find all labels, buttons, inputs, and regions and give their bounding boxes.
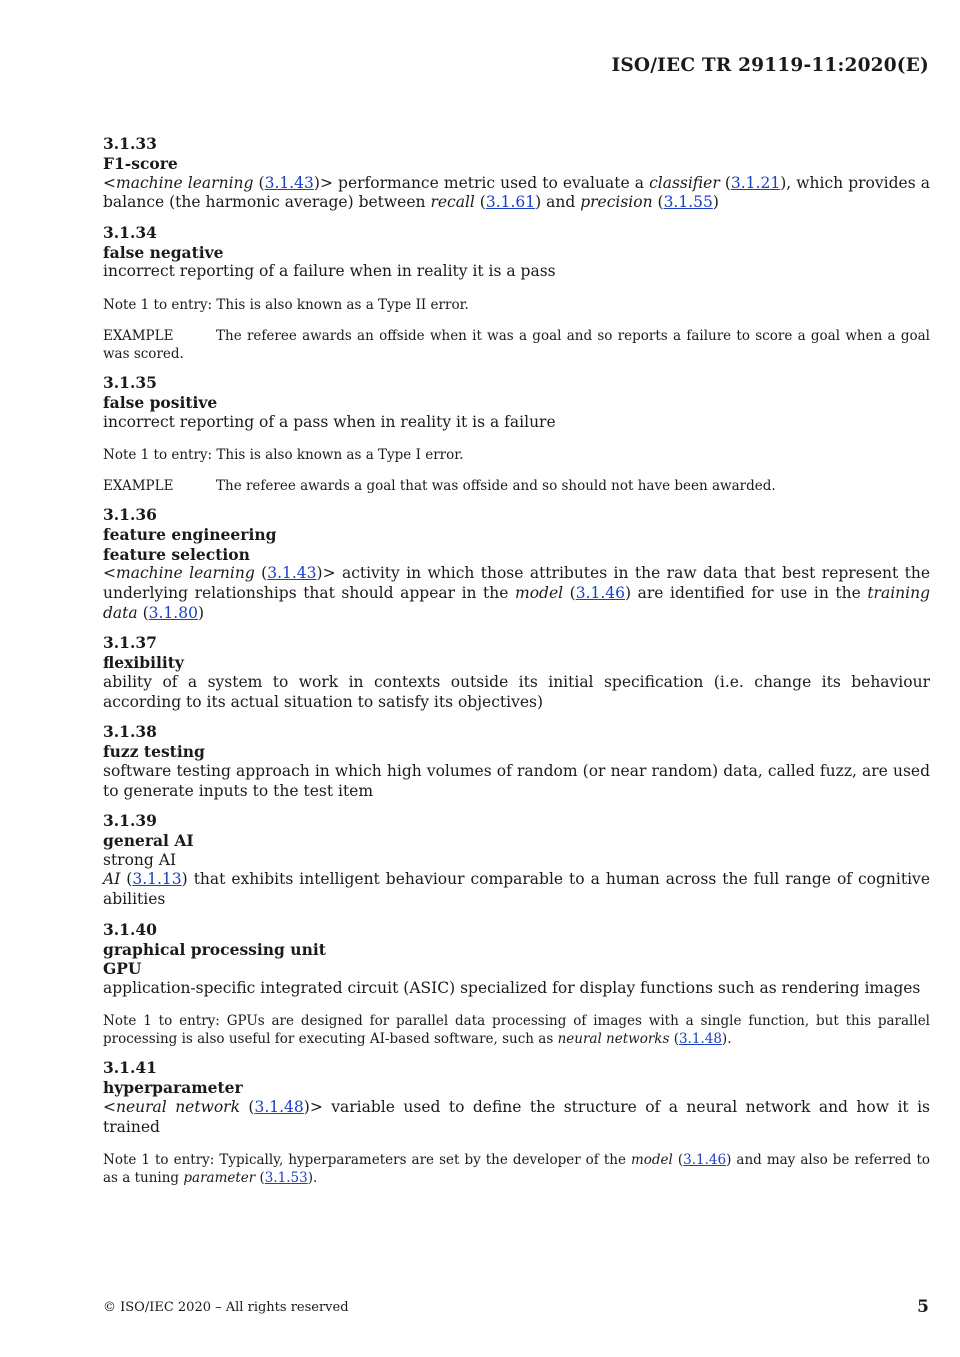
term-entry (103, 1058, 930, 1187)
note-to-entry (103, 296, 930, 314)
term-name: general AI (103, 831, 194, 851)
term-name: feature engineering (103, 525, 277, 545)
text-run: Note 1 to entry: Typically, hyperparameters are set by the developer of the (103, 1152, 631, 1169)
term-definition (103, 1098, 930, 1137)
term-name: graphical processing unit (103, 939, 326, 959)
text-run: < (103, 173, 116, 192)
text-run: incorrect reporting of a pass when in reality it is a failure (103, 412, 556, 431)
admitted-term: strong AI (103, 850, 177, 869)
cross-reference-link[interactable]: 3.1.43 (264, 173, 314, 192)
text-run: ( (254, 564, 268, 583)
cross-reference-link[interactable]: 3.1.43 (267, 564, 317, 583)
term-number: 3.1.40 (103, 919, 157, 939)
term-entry (103, 633, 930, 712)
text-run: ). (721, 1031, 732, 1048)
text-run: )> performance metric used to evaluate a (313, 173, 650, 192)
cross-reference-link[interactable]: 3.1.46 (683, 1152, 727, 1169)
italic-term: recall (430, 193, 475, 212)
italic-term: neural networks (557, 1031, 670, 1048)
term-synonym: GPU (103, 959, 142, 979)
text-run: ) that exhibits intelligent behaviour comparable to a human across the full range of cognitive abilities (103, 870, 930, 908)
note-to-entry (103, 446, 930, 464)
cross-reference-link[interactable]: 3.1.21 (730, 173, 781, 192)
text-run: ( (255, 1170, 265, 1187)
note-to-entry (103, 1012, 930, 1048)
text-run: < (103, 564, 116, 583)
term-definition (103, 174, 930, 213)
text-run: ( (137, 603, 149, 622)
cross-reference-link[interactable]: 3.1.53 (264, 1170, 308, 1187)
text-run: incorrect reporting of a failure when in reality it is a pass (103, 262, 556, 281)
term-number: 3.1.33 (103, 134, 157, 153)
text-run: Note 1 to entry: This is also known as a Type I error. (103, 447, 464, 464)
cross-reference-link[interactable]: 3.1.13 (132, 870, 182, 889)
example-text: The referee awards an offside when it was a goal and so reports a failure to score a goal when a goal was scored. (103, 328, 930, 363)
term-number: 3.1.39 (103, 811, 157, 831)
term-name: fuzz testing (103, 742, 205, 762)
italic-term: machine learning (116, 564, 255, 583)
term-definition (103, 979, 930, 999)
term-definition (103, 870, 930, 909)
text-run: ( (474, 193, 486, 212)
term-entry (103, 134, 930, 213)
text-run: ( (563, 584, 576, 603)
italic-term: AI (103, 870, 121, 889)
italic-term: machine learning (116, 173, 254, 192)
text-run: ability of a system to work in contexts outside its initial specification (i.e. change its behaviour according to its actual situation to satisfy its objectives) (103, 672, 930, 711)
term-definition (103, 262, 930, 282)
text-run: ( (669, 1031, 679, 1048)
text-run: )> variable used to define the structure of a neural network and how it is trained (103, 1097, 930, 1136)
text-run: ) and may also be referred to as a tuning (103, 1152, 930, 1187)
text-run: application-specific integrated circuit (ASIC) specialized for display functions such as rendering images (103, 978, 921, 997)
term-entry (103, 373, 930, 495)
term-number: 3.1.34 (103, 222, 157, 242)
text-run: ( (719, 173, 731, 192)
term-definition (103, 413, 930, 433)
text-run: Note 1 to entry: GPUs are designed for parallel data processing of images with a single function, but this parallel processing is also useful for executing AI-based software, such as (103, 1013, 930, 1048)
text-run: ) (197, 603, 204, 622)
term-number: 3.1.38 (103, 722, 157, 742)
term-number: 3.1.36 (103, 505, 157, 525)
italic-term: model (515, 584, 564, 603)
cross-reference-link[interactable]: 3.1.55 (663, 193, 713, 212)
terms-and-definitions (103, 134, 930, 1197)
term-name: hyperparameter (103, 1078, 243, 1098)
italic-term: model (630, 1152, 673, 1169)
example-label: EXAMPLE (103, 478, 174, 495)
term-number: 3.1.35 (103, 373, 157, 393)
text-run: ( (239, 1097, 255, 1116)
term-entry (103, 920, 930, 1049)
page-number: 5 (917, 1297, 929, 1317)
example-text: The referee awards a goal that was offside and so should not have been awarded. (216, 478, 776, 495)
text-run: ) and (535, 193, 581, 212)
term-entry (103, 505, 930, 623)
term-name: F1-score (103, 154, 178, 173)
term-number: 3.1.37 (103, 633, 157, 653)
example-label: EXAMPLE (103, 328, 174, 345)
note-to-entry (103, 1151, 930, 1187)
term-name: false positive (103, 393, 218, 413)
cross-reference-link[interactable]: 3.1.46 (575, 584, 626, 603)
term-number: 3.1.41 (103, 1058, 157, 1078)
term-synonym: feature selection (103, 544, 250, 564)
text-run: )> activity in which those attributes in the raw data that best represent the underlying relationships that should appear in the (103, 564, 930, 603)
term-name: false negative (103, 242, 224, 262)
cross-reference-link[interactable]: 3.1.48 (254, 1097, 304, 1116)
term-entry (103, 722, 930, 801)
text-run: Note 1 to entry: This is also known as a Type II error. (103, 297, 469, 314)
text-run: ( (652, 193, 664, 212)
italic-term: classifier (649, 173, 720, 192)
term-name: flexibility (103, 653, 184, 673)
text-run: < (103, 1097, 116, 1116)
text-run: ). (307, 1170, 318, 1187)
cross-reference-link[interactable]: 3.1.61 (485, 193, 536, 212)
italic-term: training data (103, 584, 930, 622)
example-block (103, 477, 930, 495)
text-run: ) (712, 193, 719, 212)
term-definition (103, 673, 930, 712)
text-run: ( (253, 173, 265, 192)
term-definition (103, 564, 930, 623)
text-run: ( (120, 870, 133, 889)
cross-reference-link[interactable]: 3.1.80 (148, 603, 198, 622)
term-entry (103, 223, 930, 363)
italic-term: precision (580, 193, 653, 212)
text-run: ( (672, 1152, 684, 1169)
text-run: ), which provides a balance (the harmonic average) between (103, 173, 930, 212)
italic-term: neural network (116, 1097, 240, 1116)
cross-reference-link[interactable]: 3.1.48 (678, 1031, 722, 1048)
copyright-notice: © ISO/IEC 2020 – All rights reserved (103, 1300, 349, 1315)
italic-term: parameter (183, 1170, 256, 1187)
text-run: software testing approach in which high volumes of random (or near random) data, called fuzz, are used to generate inputs to the test item (103, 761, 930, 800)
document-standard-id: ISO/IEC TR 29119-11:2020(E) (611, 55, 929, 76)
term-definition (103, 762, 930, 801)
text-run: ) are identified for use in the (625, 584, 868, 603)
example-block (103, 327, 930, 363)
term-entry (103, 811, 930, 909)
